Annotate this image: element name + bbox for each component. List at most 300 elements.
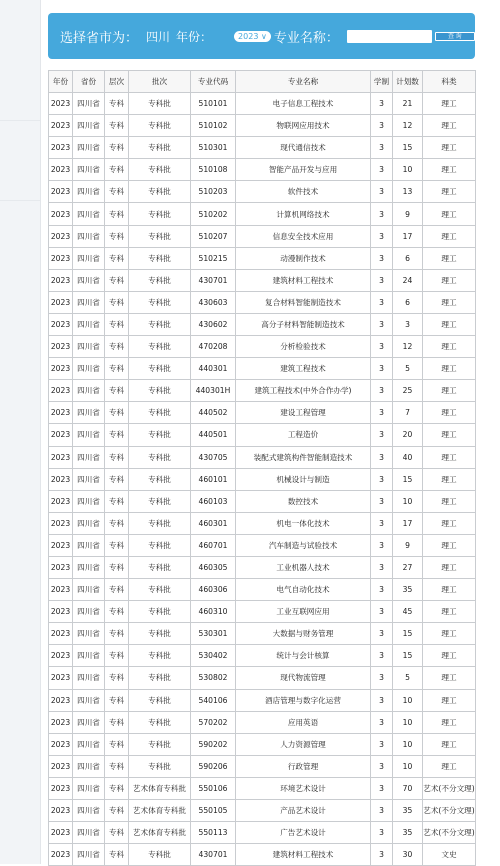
table-cell: 2023: [49, 424, 73, 446]
table-cell: 专科: [105, 755, 129, 777]
table-cell: 建筑材料工程技术: [236, 844, 371, 866]
table-cell: 艺术(不分文理): [423, 822, 476, 844]
table-cell: 四川省: [73, 601, 105, 623]
table-cell: 艺术(不分文理): [423, 800, 476, 822]
table-cell: 2023: [49, 225, 73, 247]
table-cell: 四川省: [73, 358, 105, 380]
table-cell: 3: [371, 822, 393, 844]
table-cell: 430701: [191, 269, 236, 291]
table-cell: 专科批: [129, 623, 191, 645]
table-cell: 专科批: [129, 181, 191, 203]
table-cell: 专科: [105, 269, 129, 291]
table-cell: 四川省: [73, 313, 105, 335]
table-cell: 理工: [423, 380, 476, 402]
table-cell: 10: [393, 711, 423, 733]
table-cell: 专科: [105, 490, 129, 512]
table-cell: 专科批: [129, 424, 191, 446]
table-cell: 专科: [105, 358, 129, 380]
table-row: [49, 844, 476, 866]
table-row: [49, 755, 476, 777]
table-row: [49, 424, 476, 446]
table-cell: 460701: [191, 534, 236, 556]
table-cell: 理工: [423, 490, 476, 512]
table-cell: 理工: [423, 93, 476, 115]
table-cell: 汽车制造与试验技术: [236, 534, 371, 556]
table-cell: 四川省: [73, 822, 105, 844]
table-cell: 理工: [423, 446, 476, 468]
table-cell: 计算机网络技术: [236, 203, 371, 225]
table-cell: 人力资源管理: [236, 733, 371, 755]
table-cell: 3: [371, 93, 393, 115]
table-cell: 27: [393, 556, 423, 578]
table-cell: 专科: [105, 623, 129, 645]
table-cell: 建筑工程技术(中外合作办学): [236, 380, 371, 402]
table-cell: 3: [371, 579, 393, 601]
table-cell: 产品艺术设计: [236, 800, 371, 822]
table-cell: 软件技术: [236, 181, 371, 203]
table-cell: 2023: [49, 269, 73, 291]
table-cell: 430602: [191, 313, 236, 335]
table-cell: 专科: [105, 313, 129, 335]
table-cell: 3: [371, 402, 393, 424]
table-cell: 2023: [49, 358, 73, 380]
table-cell: 12: [393, 336, 423, 358]
column-header: 计划数: [393, 71, 423, 93]
table-cell: 3: [371, 225, 393, 247]
table-cell: 建设工程管理: [236, 402, 371, 424]
table-cell: 专科批: [129, 579, 191, 601]
table-cell: 专科: [105, 844, 129, 866]
table-cell: 四川省: [73, 159, 105, 181]
table-cell: 现代物流管理: [236, 667, 371, 689]
table-cell: 专科: [105, 777, 129, 799]
table-cell: 艺术体育专科批: [129, 777, 191, 799]
table-cell: 3: [371, 512, 393, 534]
table-cell: 四川省: [73, 424, 105, 446]
table-row: [49, 512, 476, 534]
table-cell: 专科批: [129, 667, 191, 689]
table-cell: 570202: [191, 711, 236, 733]
table-cell: 理工: [423, 336, 476, 358]
table-cell: 3: [371, 247, 393, 269]
table-cell: 7: [393, 402, 423, 424]
sidebar-divider: [0, 200, 40, 201]
table-cell: 2023: [49, 468, 73, 490]
table-cell: 460306: [191, 579, 236, 601]
table-cell: 6: [393, 247, 423, 269]
table-cell: 2023: [49, 181, 73, 203]
table-row: [49, 336, 476, 358]
table-cell: 专科: [105, 667, 129, 689]
table-cell: 10: [393, 755, 423, 777]
table-cell: 理工: [423, 601, 476, 623]
table-cell: 15: [393, 468, 423, 490]
table-cell: 3: [371, 181, 393, 203]
table-cell: 2023: [49, 512, 73, 534]
table-cell: 四川省: [73, 380, 105, 402]
table-cell: 四川省: [73, 556, 105, 578]
table-cell: 专科批: [129, 269, 191, 291]
table-cell: 440502: [191, 402, 236, 424]
table-cell: 四川省: [73, 512, 105, 534]
table-cell: 510207: [191, 225, 236, 247]
table-cell: 大数据与财务管理: [236, 623, 371, 645]
table-cell: 智能产品开发与应用: [236, 159, 371, 181]
table-row: [49, 579, 476, 601]
table-cell: 2023: [49, 711, 73, 733]
table-cell: 专科: [105, 247, 129, 269]
table-row: [49, 623, 476, 645]
table-cell: 专科: [105, 645, 129, 667]
table-row: [49, 490, 476, 512]
year-select[interactable]: 2023 ∨: [234, 31, 271, 42]
column-header: 批次: [129, 71, 191, 93]
query-button[interactable]: 查 询: [435, 32, 475, 41]
table-row: [49, 645, 476, 667]
table-cell: 专科批: [129, 247, 191, 269]
table-cell: 理工: [423, 667, 476, 689]
table-cell: 550105: [191, 800, 236, 822]
table-cell: 3: [371, 689, 393, 711]
table-cell: 专科批: [129, 137, 191, 159]
table-cell: 2023: [49, 137, 73, 159]
table-cell: 3: [371, 556, 393, 578]
table-cell: 25: [393, 380, 423, 402]
table-row: [49, 446, 476, 468]
table-cell: 理工: [423, 534, 476, 556]
table-cell: 2023: [49, 733, 73, 755]
major-name-input[interactable]: [347, 30, 432, 43]
table-cell: 四川省: [73, 137, 105, 159]
column-header: 学制: [371, 71, 393, 93]
table-cell: 专科: [105, 534, 129, 556]
table-cell: 理工: [423, 291, 476, 313]
table-cell: 专科批: [129, 336, 191, 358]
table-cell: 2023: [49, 689, 73, 711]
table-cell: 460103: [191, 490, 236, 512]
table-cell: 专科批: [129, 446, 191, 468]
table-cell: 专科批: [129, 468, 191, 490]
table-header-row: [49, 71, 476, 93]
table-cell: 2023: [49, 534, 73, 556]
table-cell: 专科批: [129, 313, 191, 335]
table-cell: 四川省: [73, 490, 105, 512]
table-cell: 13: [393, 181, 423, 203]
table-cell: 530301: [191, 623, 236, 645]
table-cell: 10: [393, 159, 423, 181]
column-header: 层次: [105, 71, 129, 93]
table-cell: 专科批: [129, 512, 191, 534]
table-cell: 专科: [105, 137, 129, 159]
table-cell: 专科批: [129, 645, 191, 667]
table-cell: 10: [393, 689, 423, 711]
table-cell: 环境艺术设计: [236, 777, 371, 799]
province-value[interactable]: 四川: [146, 29, 171, 44]
table-cell: 工业互联网应用: [236, 601, 371, 623]
table-cell: 470208: [191, 336, 236, 358]
table-cell: 2023: [49, 313, 73, 335]
table-cell: 专科: [105, 115, 129, 137]
column-header: 年份: [49, 71, 73, 93]
table-cell: 装配式建筑构件智能制造技术: [236, 446, 371, 468]
table-row: [49, 822, 476, 844]
table-cell: 440301H: [191, 380, 236, 402]
table-cell: 理工: [423, 203, 476, 225]
table-cell: 510108: [191, 159, 236, 181]
left-sidebar-strip: [0, 0, 41, 864]
table-cell: 2023: [49, 667, 73, 689]
table-row: [49, 711, 476, 733]
table-cell: 专科: [105, 468, 129, 490]
table-cell: 3: [371, 667, 393, 689]
table-cell: 10: [393, 490, 423, 512]
sidebar-divider: [0, 120, 40, 121]
table-cell: 专科: [105, 225, 129, 247]
table-cell: 四川省: [73, 402, 105, 424]
table-cell: 2023: [49, 623, 73, 645]
table-cell: 四川省: [73, 579, 105, 601]
table-cell: 专科: [105, 711, 129, 733]
table-cell: 分析检验技术: [236, 336, 371, 358]
table-cell: 3: [371, 755, 393, 777]
table-cell: 高分子材料智能制造技术: [236, 313, 371, 335]
table-cell: 四川省: [73, 777, 105, 799]
table-cell: 理工: [423, 468, 476, 490]
table-cell: 2023: [49, 777, 73, 799]
table-row: [49, 269, 476, 291]
table-cell: 专科批: [129, 844, 191, 866]
table-cell: 专科: [105, 446, 129, 468]
table-cell: 20: [393, 424, 423, 446]
table-cell: 3: [371, 291, 393, 313]
table-cell: 9: [393, 534, 423, 556]
table-cell: 专科批: [129, 159, 191, 181]
table-cell: 3: [393, 313, 423, 335]
table-cell: 3: [371, 380, 393, 402]
table-cell: 专科批: [129, 358, 191, 380]
table-cell: 专科: [105, 512, 129, 534]
table-cell: 460301: [191, 512, 236, 534]
table-cell: 2023: [49, 800, 73, 822]
table-cell: 理工: [423, 424, 476, 446]
table-cell: 四川省: [73, 645, 105, 667]
table-row: [49, 556, 476, 578]
table-cell: 艺术体育专科批: [129, 822, 191, 844]
table-cell: 四川省: [73, 446, 105, 468]
table-cell: 15: [393, 645, 423, 667]
table-cell: 四川省: [73, 336, 105, 358]
table-cell: 70: [393, 777, 423, 799]
table-cell: 专科: [105, 93, 129, 115]
table-cell: 机械设计与制造: [236, 468, 371, 490]
table-cell: 信息安全技术应用: [236, 225, 371, 247]
table-cell: 3: [371, 601, 393, 623]
table-cell: 510203: [191, 181, 236, 203]
table-cell: 15: [393, 137, 423, 159]
table-cell: 文史: [423, 844, 476, 866]
table-cell: 2023: [49, 556, 73, 578]
table-cell: 5: [393, 358, 423, 380]
table-cell: 理工: [423, 623, 476, 645]
column-header: 专业名称: [236, 71, 371, 93]
table-cell: 460310: [191, 601, 236, 623]
table-cell: 2023: [49, 822, 73, 844]
table-cell: 理工: [423, 556, 476, 578]
table-cell: 专科批: [129, 733, 191, 755]
table-cell: 35: [393, 800, 423, 822]
table-row: [49, 203, 476, 225]
table-cell: 行政管理: [236, 755, 371, 777]
table-cell: 550113: [191, 822, 236, 844]
table-cell: 2023: [49, 755, 73, 777]
table-row: [49, 601, 476, 623]
table-cell: 四川省: [73, 689, 105, 711]
table-cell: 21: [393, 93, 423, 115]
table-cell: 工业机器人技术: [236, 556, 371, 578]
table-cell: 2023: [49, 247, 73, 269]
table-cell: 现代通信技术: [236, 137, 371, 159]
table-cell: 3: [371, 711, 393, 733]
table-cell: 四川省: [73, 93, 105, 115]
table-cell: 510102: [191, 115, 236, 137]
table-cell: 3: [371, 490, 393, 512]
table-row: [49, 689, 476, 711]
table-cell: 540106: [191, 689, 236, 711]
table-cell: 理工: [423, 402, 476, 424]
table-cell: 四川省: [73, 225, 105, 247]
table-cell: 理工: [423, 579, 476, 601]
table-cell: 2023: [49, 203, 73, 225]
admission-plan-table: [48, 70, 476, 866]
table-cell: 专科: [105, 402, 129, 424]
table-cell: 3: [371, 534, 393, 556]
table-row: [49, 137, 476, 159]
column-header: 专业代码: [191, 71, 236, 93]
table-cell: 复合材料智能制造技术: [236, 291, 371, 313]
table-cell: 530802: [191, 667, 236, 689]
table-body: [49, 93, 476, 866]
table-cell: 2023: [49, 115, 73, 137]
table-cell: 专科: [105, 181, 129, 203]
table-cell: 3: [371, 159, 393, 181]
table-cell: 理工: [423, 358, 476, 380]
table-cell: 专科批: [129, 402, 191, 424]
table-cell: 2023: [49, 336, 73, 358]
table-cell: 电子信息工程技术: [236, 93, 371, 115]
table-row: [49, 93, 476, 115]
table-cell: 专科: [105, 291, 129, 313]
table-cell: 专科批: [129, 556, 191, 578]
table-cell: 四川省: [73, 667, 105, 689]
table-row: [49, 291, 476, 313]
table-cell: 数控技术: [236, 490, 371, 512]
table-cell: 专科: [105, 380, 129, 402]
table-cell: 5: [393, 667, 423, 689]
table-cell: 3: [371, 623, 393, 645]
table-row: [49, 402, 476, 424]
table-cell: 3: [371, 358, 393, 380]
table-cell: 2023: [49, 93, 73, 115]
table-cell: 物联网应用技术: [236, 115, 371, 137]
table-cell: 工程造价: [236, 424, 371, 446]
table-row: [49, 247, 476, 269]
table-cell: 应用英语: [236, 711, 371, 733]
table-cell: 3: [371, 777, 393, 799]
select-province-label: 选择省市为：: [60, 30, 139, 46]
table-cell: 24: [393, 269, 423, 291]
major-name-label: 专业名称：: [273, 30, 339, 46]
table-cell: 专科批: [129, 490, 191, 512]
table-cell: 四川省: [73, 844, 105, 866]
table-cell: 理工: [423, 159, 476, 181]
table-cell: 3: [371, 424, 393, 446]
table-cell: 35: [393, 579, 423, 601]
table-cell: 17: [393, 512, 423, 534]
table-cell: 理工: [423, 689, 476, 711]
table-row: [49, 534, 476, 556]
table-cell: 2023: [49, 159, 73, 181]
table-cell: 430701: [191, 844, 236, 866]
table-cell: 3: [371, 645, 393, 667]
table-cell: 理工: [423, 225, 476, 247]
table-cell: 510101: [191, 93, 236, 115]
table-row: [49, 225, 476, 247]
table-cell: 理工: [423, 711, 476, 733]
table-cell: 电气自动化技术: [236, 579, 371, 601]
table-cell: 专科批: [129, 711, 191, 733]
table-cell: 专科: [105, 733, 129, 755]
table-row: [49, 115, 476, 137]
table-cell: 理工: [423, 137, 476, 159]
table-cell: 550106: [191, 777, 236, 799]
table-cell: 专科批: [129, 203, 191, 225]
table-cell: 四川省: [73, 247, 105, 269]
table-cell: 460101: [191, 468, 236, 490]
table-row: [49, 313, 476, 335]
table-cell: 510202: [191, 203, 236, 225]
table-cell: 430603: [191, 291, 236, 313]
table-cell: 专科批: [129, 534, 191, 556]
table-cell: 理工: [423, 247, 476, 269]
table-cell: 专科: [105, 822, 129, 844]
table-cell: 专科: [105, 203, 129, 225]
table-cell: 12: [393, 115, 423, 137]
table-row: [49, 468, 476, 490]
search-header: [48, 13, 475, 59]
table-cell: 专科: [105, 159, 129, 181]
table-cell: 2023: [49, 291, 73, 313]
table-cell: 2023: [49, 579, 73, 601]
table-cell: 专科批: [129, 380, 191, 402]
table-cell: 理工: [423, 733, 476, 755]
table-cell: 酒店管理与数字化运营: [236, 689, 371, 711]
table-cell: 460305: [191, 556, 236, 578]
table-cell: 3: [371, 203, 393, 225]
table-cell: 艺术体育专科批: [129, 800, 191, 822]
table-cell: 理工: [423, 512, 476, 534]
table-cell: 专科批: [129, 225, 191, 247]
table-cell: 3: [371, 336, 393, 358]
table-cell: 3: [371, 468, 393, 490]
column-header: 科类: [423, 71, 476, 93]
table-cell: 590206: [191, 755, 236, 777]
table-cell: 440301: [191, 358, 236, 380]
table-cell: 3: [371, 137, 393, 159]
table-cell: 四川省: [73, 291, 105, 313]
table-cell: 2023: [49, 844, 73, 866]
table-cell: 四川省: [73, 468, 105, 490]
column-header: 省份: [73, 71, 105, 93]
